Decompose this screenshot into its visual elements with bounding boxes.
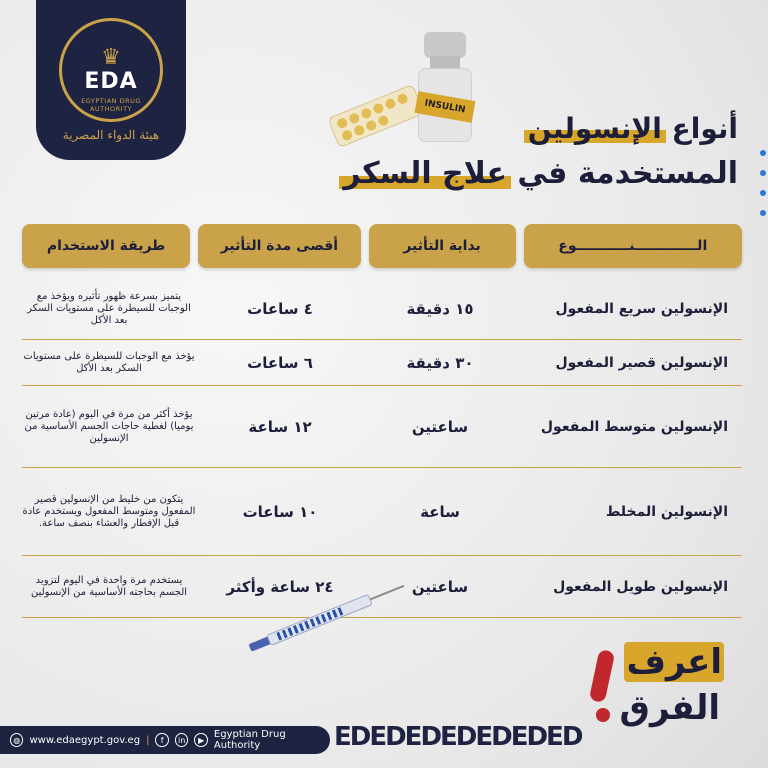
title-line1-plain: أنواع xyxy=(661,112,738,145)
eagle-icon: ♛ xyxy=(101,44,121,70)
logo-abbr: EDA xyxy=(84,68,138,94)
cell-type: الإنسولين طويل المفعول xyxy=(553,578,728,595)
header-onset: بداية التأثير xyxy=(369,224,516,268)
globe-icon: ◍ xyxy=(10,733,23,747)
page-title-line1 xyxy=(528,112,738,145)
stamp-line2: الفرق xyxy=(619,688,720,728)
cell-onset: ساعتين xyxy=(411,577,469,596)
know-the-difference-stamp xyxy=(594,640,724,740)
table-row xyxy=(22,468,742,556)
table-header-row xyxy=(22,224,742,268)
header-type: الـــــــــــــنـــــــــــوع xyxy=(524,224,742,268)
cell-type: الإنسولين المخلط xyxy=(605,503,728,520)
cell-onset: ٣٠ دقيقة xyxy=(406,353,474,372)
title-line1-highlight: الإنسولين xyxy=(527,112,662,145)
cell-usage: يؤخذ أكثر من مرة في اليوم (عادة مرتين يوميا) لغطية حاجات الجسم الأساسية من الإنسولين xyxy=(24,408,194,444)
cell-type: الإنسولين سريع المفعول xyxy=(555,300,728,317)
cell-usage: يؤخذ مع الوجبات للسيطرة على مستويات السكر بعد الأكل xyxy=(23,350,195,374)
cell-onset: ساعة xyxy=(420,502,460,521)
stamp-line1: اعرف xyxy=(626,642,722,682)
header-usage: طريقة الاستخدام xyxy=(22,224,190,268)
footer-bar xyxy=(0,726,330,754)
eda-pattern-strip: EDEDEDEDEDEDED xyxy=(334,722,582,752)
vial-label: INSULIN xyxy=(415,91,476,123)
cell-type: الإنسولين قصير المفعول xyxy=(555,354,728,371)
cell-duration: ١٠ ساعات xyxy=(242,502,318,521)
title-line2-plain: المستخدمة في xyxy=(506,156,738,191)
youtube-icon[interactable]: ▶ xyxy=(194,733,207,747)
header-duration: أقصى مدة التأثير xyxy=(198,224,360,268)
linkedin-icon[interactable]: in xyxy=(175,733,188,747)
cell-usage: يستخدم مرة واحدة في اليوم لتزويد الجسم بحاجته الأساسية من الإنسولين xyxy=(30,574,188,598)
title-line2-highlight: علاج السكر xyxy=(343,156,507,191)
eda-logo-seal xyxy=(59,18,163,122)
exclamation-icon xyxy=(589,649,615,703)
footer-separator: | xyxy=(146,734,150,746)
footer-website[interactable]: www.edaegypt.gov.eg xyxy=(29,734,141,746)
decorative-dots xyxy=(760,150,766,216)
cell-onset: ١٥ دقيقة xyxy=(406,299,474,318)
eda-logo-badge xyxy=(36,0,186,160)
logo-arc-text: EGYPTIAN DRUG AUTHORITY xyxy=(81,97,141,113)
table-row xyxy=(22,278,742,340)
table-row xyxy=(22,340,742,386)
cell-usage: يتميز بسرعة ظهور تأثيره ويؤخذ مع الوجبات للسيطرة على مستويات السكر بعد الأكل xyxy=(27,290,191,326)
cell-type: الإنسولين متوسط المفعول xyxy=(540,418,728,435)
cell-duration: ٤ ساعات xyxy=(247,299,313,318)
cell-duration: ١٢ ساعة xyxy=(248,417,312,436)
cell-onset: ساعتين xyxy=(411,417,469,436)
cell-duration: ٢٤ ساعة وأكثر xyxy=(226,577,334,596)
footer-handle: Egyptian Drug Authority xyxy=(213,729,286,751)
insulin-types-table xyxy=(22,224,742,618)
insulin-vial-illustration xyxy=(416,32,474,142)
page-title-line2 xyxy=(343,156,738,191)
facebook-icon[interactable]: f xyxy=(155,733,168,747)
table-row xyxy=(22,386,742,468)
cell-usage: يتكون من خليط من الإنسولين قصير المفعول ومتوسط المفعول ويستخدم عادة قبل الإفطار والعشاء بنصف ساعة. xyxy=(22,493,196,529)
logo-arabic-name: هيئة الدواء المصرية xyxy=(62,128,160,142)
pill-blister-illustration xyxy=(327,84,424,148)
cell-duration: ٦ ساعات xyxy=(247,353,313,372)
